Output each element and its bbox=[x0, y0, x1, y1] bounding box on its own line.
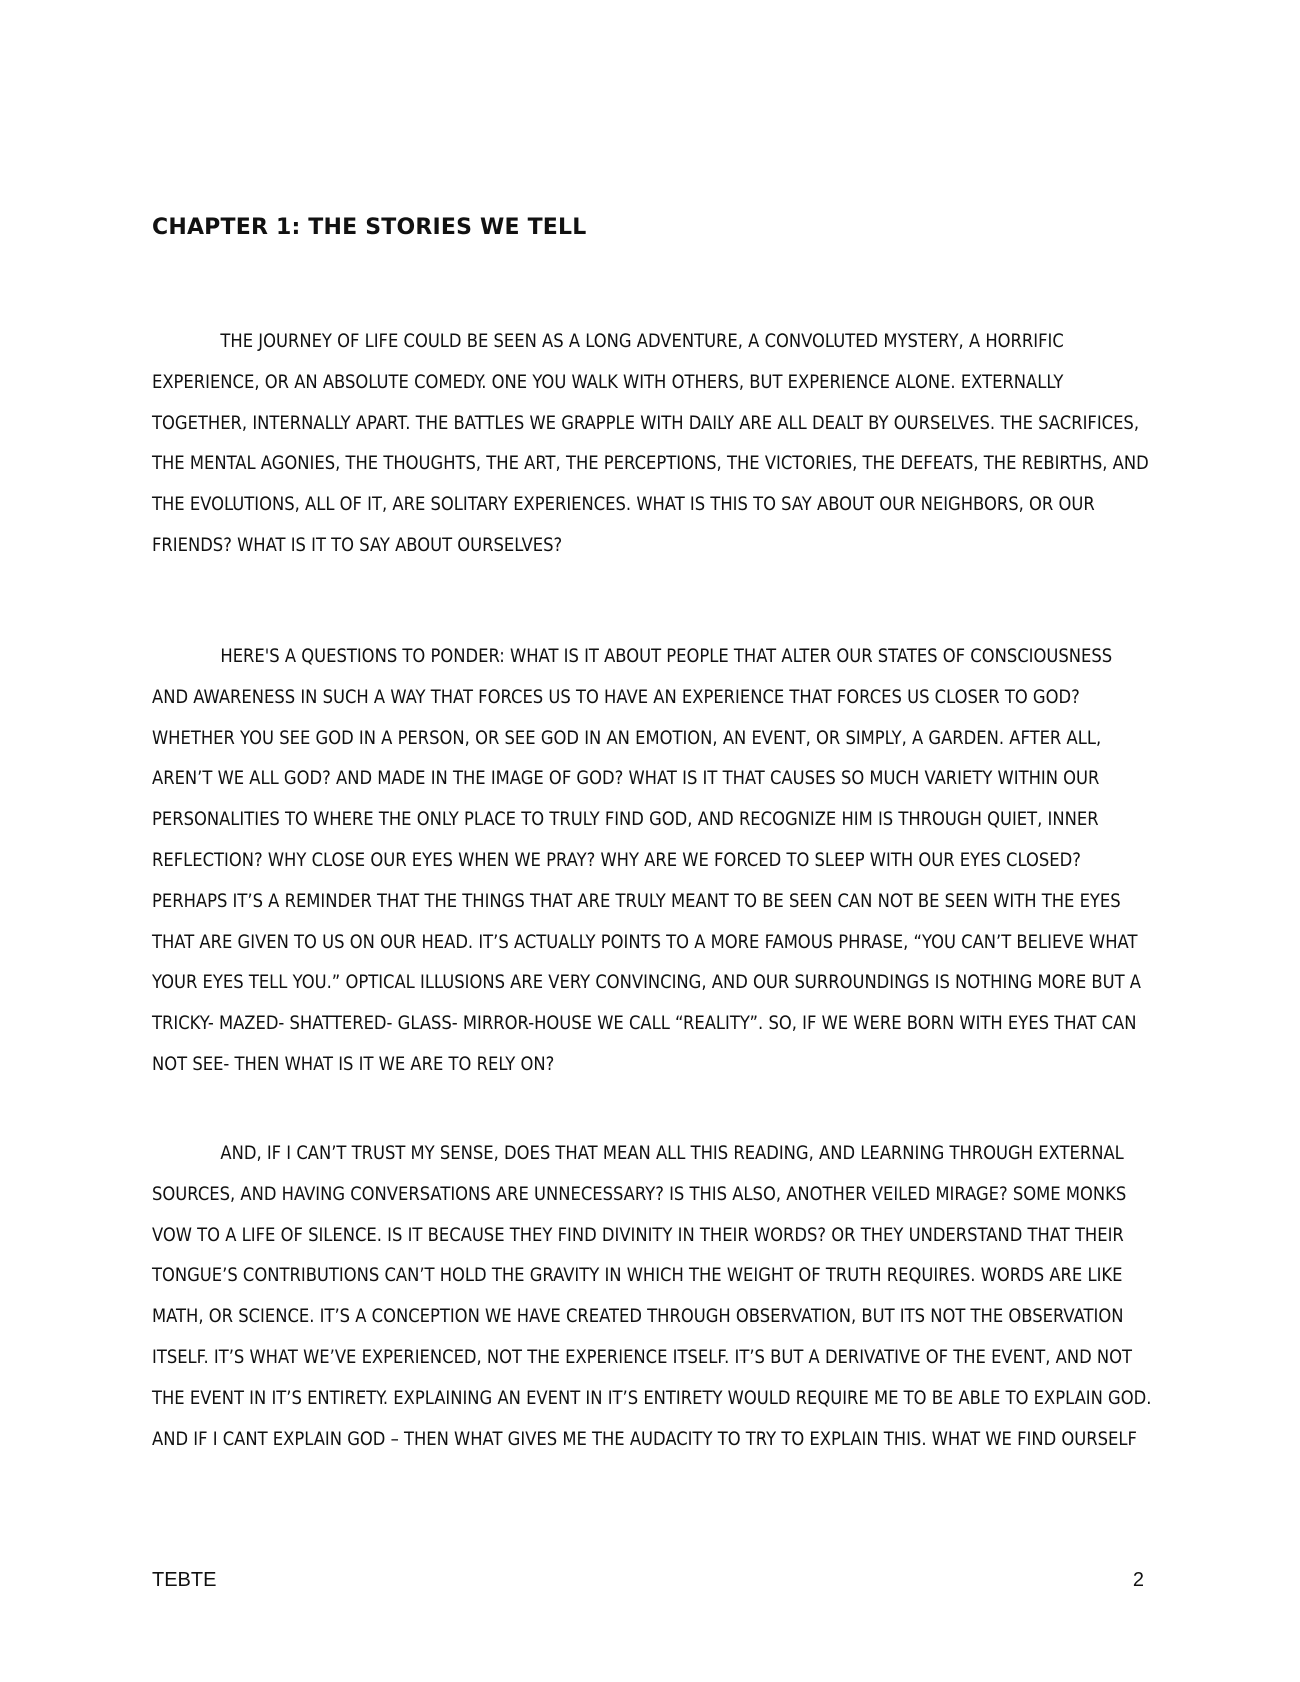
page-number: 2 bbox=[1132, 1569, 1144, 1591]
body-paragraph-3: AND, IF I CAN’T TRUST MY SENSE, DOES THAT MEAN ALL THIS READING, AND LEARNING THROUGH EXTERNAL SOURCES, AND HAVING CONVERSATIONS ARE UNNECESSARY? IS THIS ALSO, ANOTHER VEILED MIRAGE? SOME MONKS VOW TO A LIFE OF SILENCE. IS IT BECAUSE THEY FIND DIVINITY IN THEIR WORDS? OR THEY UNDERSTAND THAT THEIR TONGUE’S CONTRIBUTIONS CAN’T HOLD THE GRAVITY IN WHICH THE WEIGHT OF TRUTH REQUIRES. WORDS ARE LIKE MATH, OR SCIENCE. IT’S A CONCEPTION WE HAVE CREATED THROUGH OBSERVATION, BUT ITS NOT THE OBSERVATION ITSELF. IT’S WHAT WE’VE EXPERIENCED, NOT THE EXPERIENCE ITSELF. IT’S BUT A DERIVATIVE OF THE EVENT, AND NOT THE EVENT IN IT’S ENTIRETY. EXPLAINING AN EVENT IN IT’S ENTIRETY WOULD REQUIRE ME TO BE ABLE TO EXPLAIN GOD. AND IF I CANT EXPLAIN GOD – THEN WHAT GIVES ME THE AUDACITY TO TRY TO EXPLAIN THIS. WHAT WE FIND OURSELF bbox=[152, 1143, 1152, 1450]
body-paragraph-1: THE JOURNEY OF LIFE COULD BE SEEN AS A LONG ADVENTURE, A CONVOLUTED MYSTERY, A HORRIFIC EXPERIENCE, OR AN ABSOLUTE COMEDY. ONE YOU WALK WITH OTHERS, BUT EXPERIENCE ALONE. EXTERNALLY TOGETHER, INTERNALLY APART. THE BATTLES WE GRAPPLE WITH DAILY ARE ALL DEALT BY OURSELVES. THE SACRIFICES, THE MENTAL AGONIES, THE THOUGHTS, THE ART, THE PERCEPTIONS, THE VICTORIES, THE DEFEATS, THE REBIRTHS, AND THE EVOLUTIONS, ALL OF IT, ARE SOLITARY EXPERIENCES. WHAT IS THIS TO SAY ABOUT OUR NEIGHBORS, OR OUR FRIENDS? WHAT IS IT TO SAY ABOUT OURSELVES? bbox=[152, 331, 1149, 556]
body-paragraph-2: HERE'S A QUESTIONS TO PONDER: WHAT IS IT ABOUT PEOPLE THAT ALTER OUR STATES OF CONSCIOUSNESS AND AWARENESS IN SUCH A WAY THAT FORCES US TO HAVE AN EXPERIENCE THAT FORCES US CLOSER TO GOD? WHETHER YOU SEE GOD IN A PERSON, OR SEE GOD IN AN EMOTION, AN EVENT, OR SIMPLY, A GARDEN. AFTER ALL, AREN’T WE ALL GOD? AND MADE IN THE IMAGE OF GOD? WHAT IS IT THAT CAUSES SO MUCH VARIETY WITHIN OUR PERSONALITIES TO WHERE THE ONLY PLACE TO TRULY FIND GOD, AND RECOGNIZE HIM IS THROUGH QUIET, INNER REFLECTION? WHY CLOSE OUR EYES WHEN WE PRAY? WHY ARE WE FORCED TO SLEEP WITH OUR EYES CLOSED? PERHAPS IT’S A REMINDER THAT THE THINGS THAT ARE TRULY MEANT TO BE SEEN CAN NOT BE SEEN WITH THE EYES THAT ARE GIVEN TO US ON OUR HEAD. IT’S ACTUALLY POINTS TO A MORE FAMOUS PHRASE, “YOU CAN’T BELIEVE WHAT YOUR EYES TELL YOU.” OPTICAL ILLUSIONS ARE VERY CONVINCING, AND OUR SURROUNDINGS IS NOTHING MORE BUT A TRICKY- MAZED- SHATTERED- GLASS- MIRROR-HOUSE WE CALL “REALITY”. SO, IF WE WERE BORN WITH EYES THAT CAN NOT SEE- THEN WHAT IS IT WE ARE TO RELY ON? bbox=[152, 646, 1142, 1075]
footer-text: TEBTE bbox=[152, 1569, 217, 1591]
chapter-title: CHAPTER 1: THE STORIES WE TELL bbox=[152, 215, 587, 240]
